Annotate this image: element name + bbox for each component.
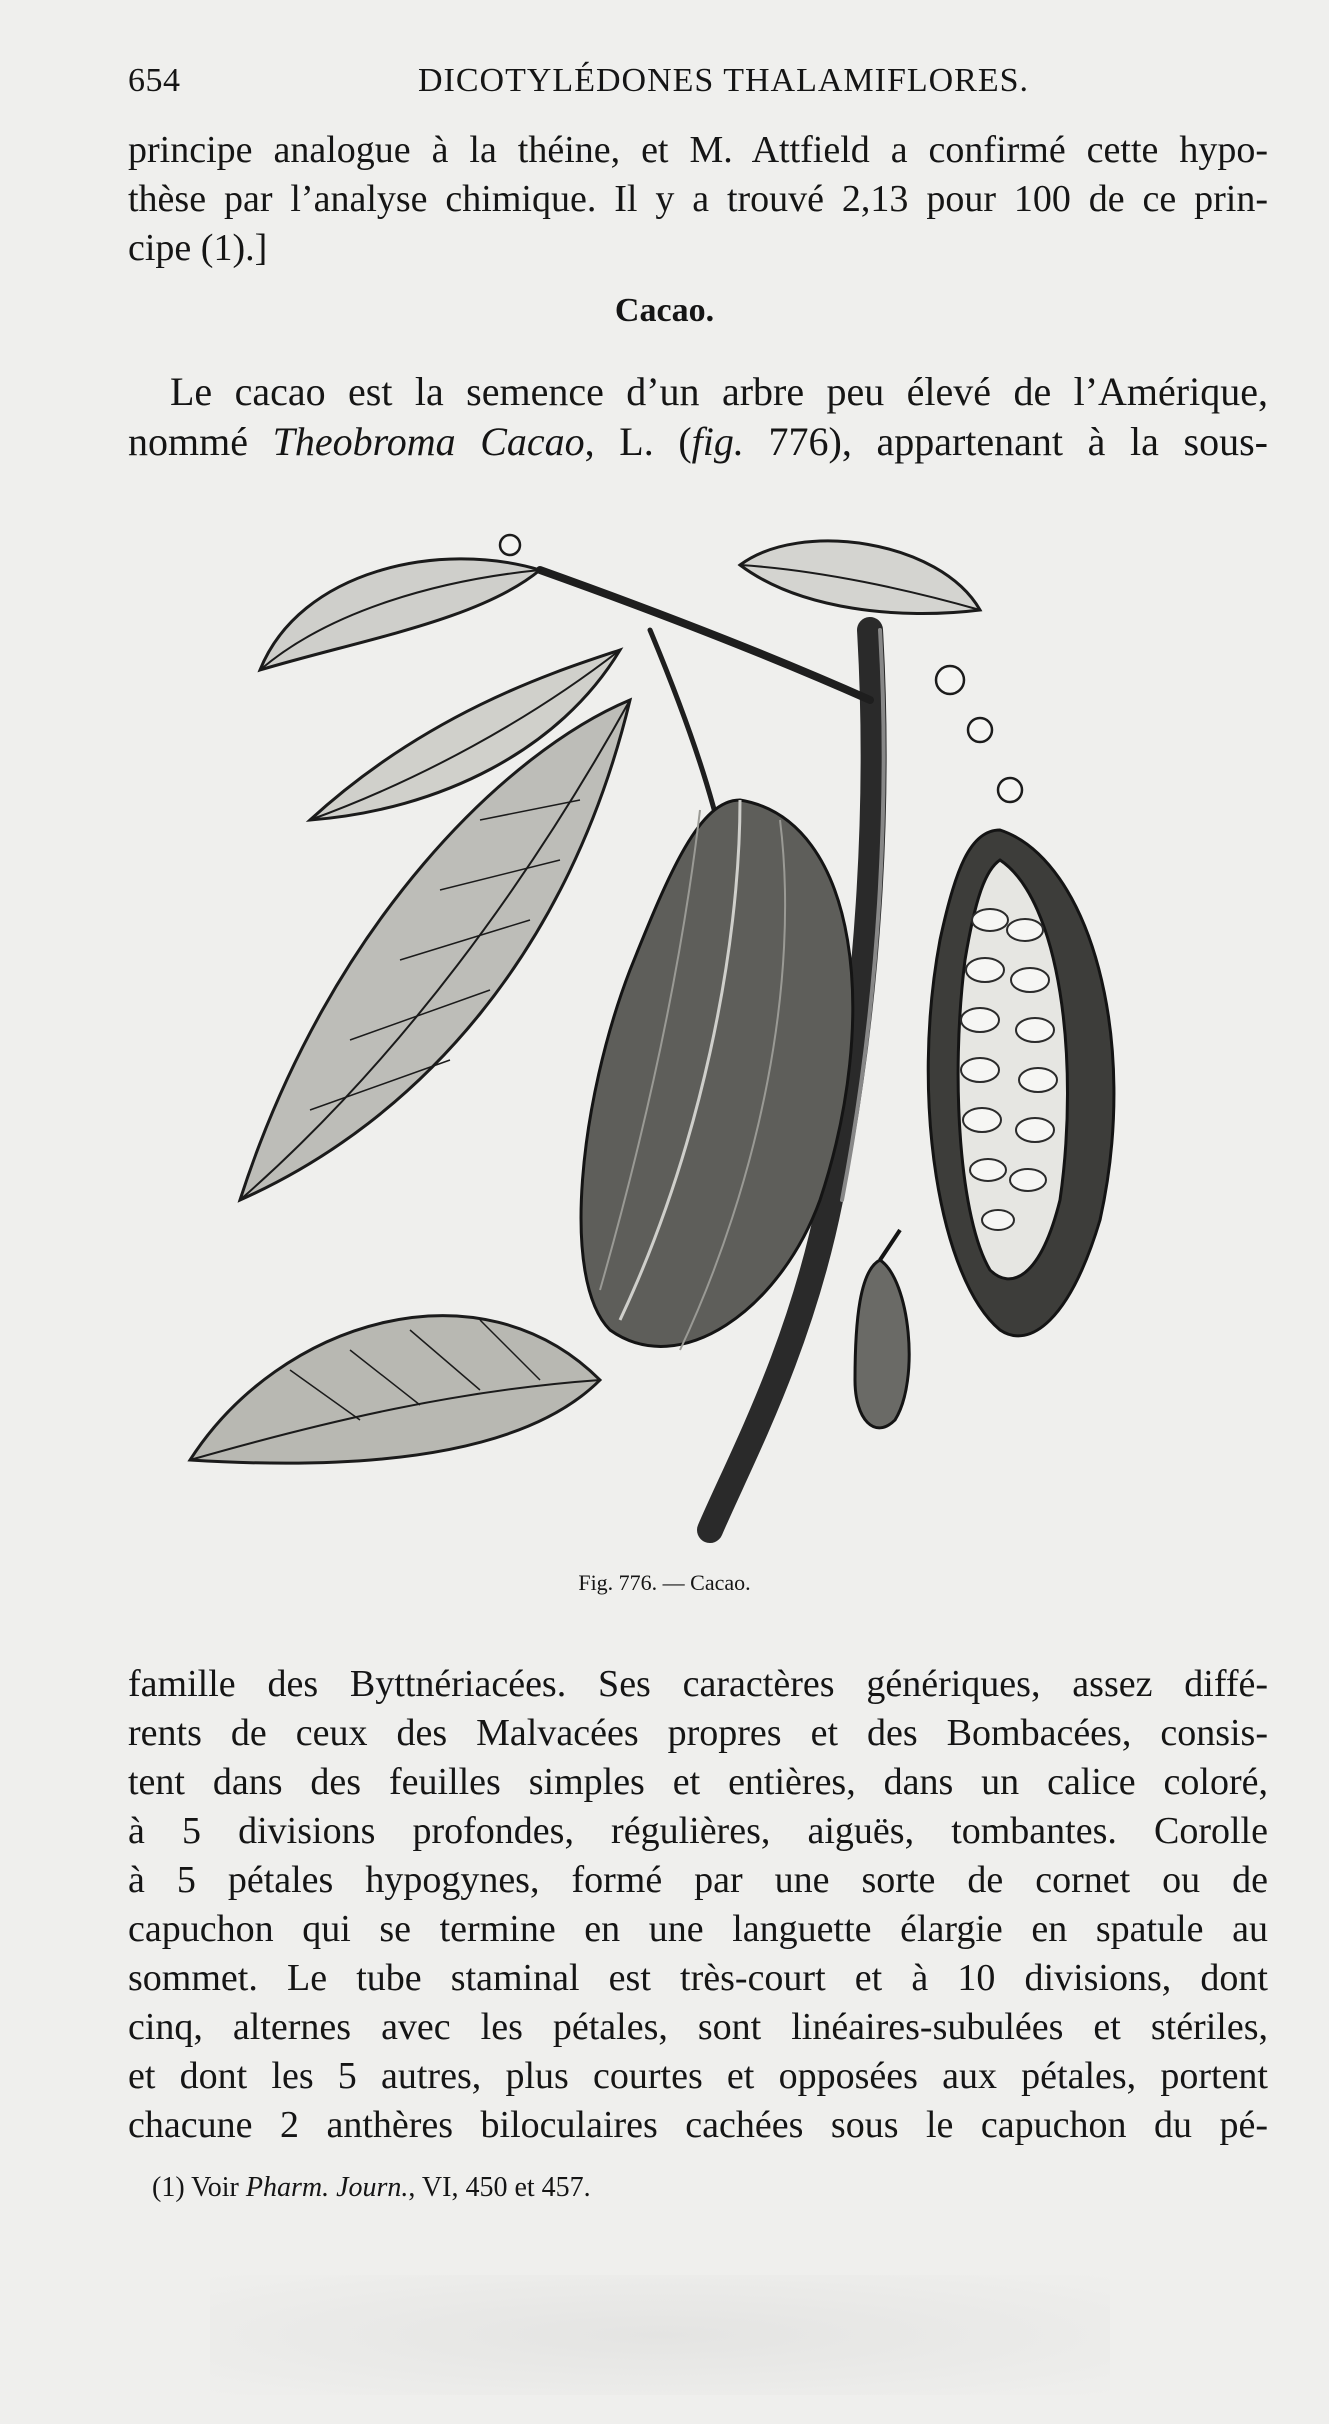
body-line-4: à 5 divisions profondes, régulières, aiguës, tombantes. Corolle xyxy=(128,1810,1268,1852)
leaf-bottom xyxy=(190,1316,600,1464)
paragraph-line-2: nommé Theobroma Cacao, L. (fig. 776), appartenant à la sous- xyxy=(128,419,1268,464)
body-line-2: rents de ceux des Malvacées propres et des Bombacées, consis- xyxy=(128,1712,1268,1754)
section-title: Cacao. xyxy=(614,292,715,329)
page-number: 654 xyxy=(128,62,181,99)
flower-5 xyxy=(968,718,992,742)
body-line-5: à 5 pétales hypogynes, formé par une sorte de cornet ou de xyxy=(128,1859,1268,1901)
body-line-7: sommet. Le tube staminal est très-court et à 10 divisions, dont xyxy=(128,1957,1268,1999)
header-title: DICOTYLÉDONES THALAMIFLORES. xyxy=(418,62,1030,99)
intro-line-3: cipe (1).] xyxy=(128,227,268,269)
body-line-8: cinq, alternes avec les pétales, sont linéaires-subulées et stériles, xyxy=(128,2006,1268,2048)
body-line-9: et dont les 5 autres, plus courtes et opposées aux pétales, portent xyxy=(128,2055,1268,2097)
flower-4 xyxy=(936,666,964,694)
body-line-6: capuchon qui se termine en une languette élargie en spatule au xyxy=(128,1908,1268,1950)
paragraph-line-1: Le cacao est la semence d’un arbre peu élevé de l’Amérique, xyxy=(170,369,1268,414)
leaf-upper-right xyxy=(740,541,980,614)
body-line-1: famille des Byttnériacées. Ses caractères génériques, assez diffé- xyxy=(128,1663,1268,1705)
flower-7 xyxy=(998,778,1022,802)
intro-line-1: principe analogue à la théine, et M. Attfield a confirmé cette hypo- xyxy=(128,129,1268,171)
body-line-3: tent dans des feuilles simples et entières, dans un calice coloré, xyxy=(128,1761,1268,1803)
paper-stain xyxy=(210,2275,1110,2395)
running-head xyxy=(128,62,1268,110)
body-line-10: chacune 2 anthères biloculaires cachées sous le capuchon du pé- xyxy=(128,2104,1268,2146)
cacao-engraving xyxy=(180,500,1180,1560)
footnote: (1) Voir Pharm. Journ., VI, 450 et 457. xyxy=(152,2172,591,2203)
species-name: Theobroma Cacao xyxy=(272,419,585,464)
journal-title: Pharm. Journ. xyxy=(245,2172,409,2203)
young-pod xyxy=(855,1260,909,1428)
figure-reference: fig. xyxy=(691,419,744,464)
intro-line-2: thèse par l’analyse chimique. Il y a trouvé 2,13 pour 100 de ce prin- xyxy=(128,178,1268,220)
figure-caption: Fig. 776. — Cacao. xyxy=(578,1570,751,1595)
flower-6 xyxy=(500,535,520,555)
